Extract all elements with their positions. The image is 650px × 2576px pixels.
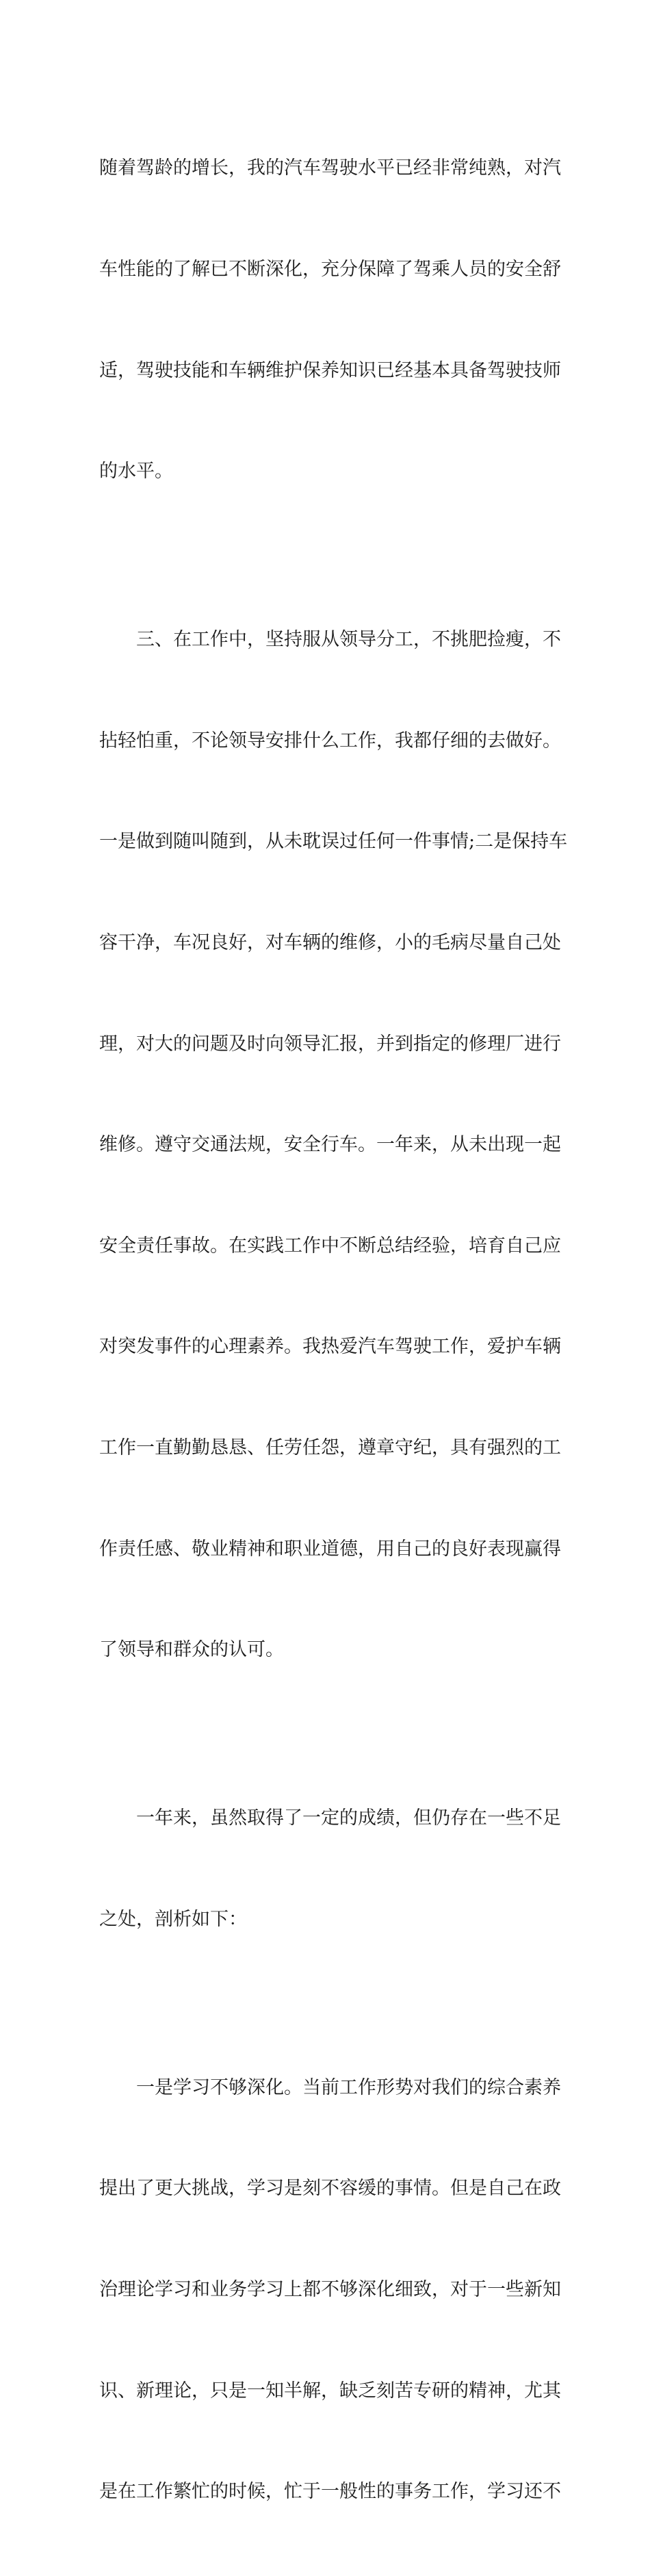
paragraph-study-shortcoming: [99, 2003, 561, 2575]
text-line: 安全责任事故。在实践工作中不断总结经验，培育自己应: [99, 1235, 561, 1257]
text-line: 拈轻怕重，不论领导安排什么工作，我都仔细的去做好。: [99, 730, 561, 751]
text-line: 识、新理论，只是一知半解，缺乏刻苦专研的精神，尤其: [99, 2380, 561, 2401]
text-line: 车性能的了解已不断深化，充分保障了驾乘人员的安全舒: [99, 259, 561, 280]
document-body: [99, 84, 568, 2576]
text-line: 一年来，虽然取得了一定的成绩，但仍存在一些不足: [99, 1807, 561, 1829]
text-line: 是在工作繁忙的时候，忙于一般性的事务工作，学习还不: [99, 2481, 561, 2503]
paragraph-driving-skill: [99, 84, 561, 556]
text-line: 一是学习不够深化。当前工作形势对我们的综合素养: [99, 2076, 561, 2098]
text-line: 理，对大的问题及时向领导汇报，并到指定的修理厂进行: [99, 1033, 561, 1055]
text-line: 维修。遵守交通法规，安全行车。一年来，从未出现一起: [99, 1134, 561, 1156]
text-line: 治理论学习和业务学习上都不够深化细致，对于一些新知: [99, 2278, 561, 2300]
text-line: 工作一直勤勤恳恳、任劳任怨，遵章守纪，具有强烈的工: [99, 1437, 561, 1458]
text-line: 对突发事件的心理素养。我热爱汽车驾驶工作，爱护车辆: [99, 1336, 561, 1358]
text-line: 三、在工作中，坚持服从领导分工，不挑肥捡瘦，不: [99, 629, 561, 651]
text-line: 容干净，车况良好，对车辆的维修，小的毛病尽量自己处: [99, 931, 561, 953]
text-line: 适，驾驶技能和车辆维护保养知识已经基本具备驾驶技师: [99, 359, 561, 381]
text-line: 之处，剖析如下：: [99, 1908, 247, 1930]
paragraph-shortcomings-intro: [99, 1734, 561, 2004]
paragraph-work-attitude: [99, 556, 568, 1734]
text-line: 了领导和群众的认可。: [99, 1639, 284, 1661]
text-line: 作责任感、敬业精神和职业道德，用自己的良好表现赢得: [99, 1538, 561, 1560]
text-line: 一是做到随叫随到，从未耽误过任何一件事情;二是保持车: [99, 831, 568, 853]
text-line: 提出了更大挑战，学习是刻不容缓的事情。但是自己在政: [99, 2178, 561, 2200]
text-line: 的水平。: [99, 461, 173, 482]
text-line: 随着驾龄的增长，我的汽车驾驶水平已经非常纯熟，对汽: [99, 157, 561, 179]
